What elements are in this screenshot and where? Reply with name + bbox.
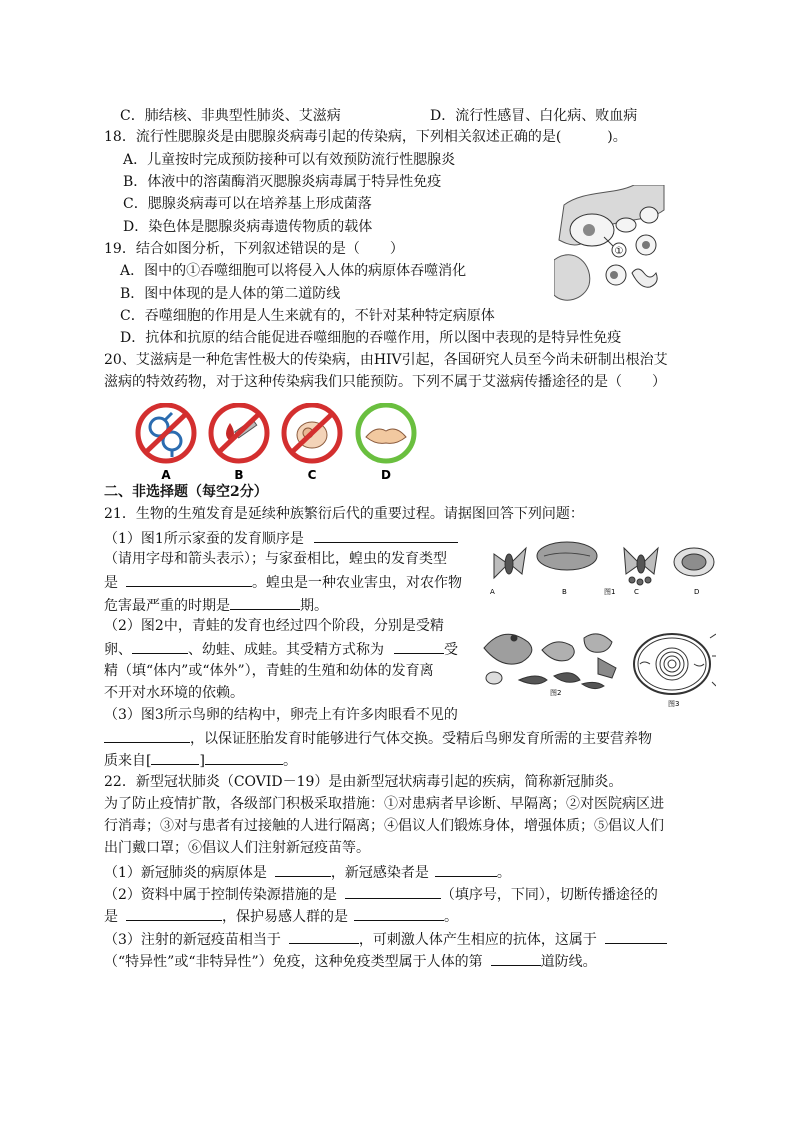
q22-p3-line2: （“特异性”或“非特异性”）免疫，这种免疫类型属于人体的第 道防线。	[104, 950, 597, 972]
q21-p2-line1: （2）图2中，青蛙的发育也经过四个阶段，分别是受精	[104, 618, 444, 634]
q21-p1-line1: （1）图1所示家蚕的发育顺序是	[104, 527, 458, 549]
q22-blank-7[interactable]	[605, 928, 667, 944]
q22-blank-1[interactable]	[275, 861, 331, 877]
q19-stem: 19．结合如图分析，下列叙述错误的是（ ）	[104, 241, 404, 257]
q22-line4: 出门戴口罩；⑥倡议人们注射新冠疫苗等。	[104, 840, 370, 856]
q19-option-c: C．吞噬细胞的作用是人生来就有的，不针对某种特定病原体	[120, 308, 495, 324]
q21-blank-1[interactable]	[314, 527, 458, 543]
q21-blank-8[interactable]	[205, 749, 283, 765]
q21-p3-line3: 质来自[ ] 。	[104, 749, 297, 771]
icon-label-d: D	[381, 468, 391, 482]
q21-p2-line4: 不开对水环境的依赖。	[104, 685, 244, 701]
q18-option-c: C．腮腺炎病毒可以在培养基上形成菌落	[123, 196, 372, 212]
q22-blank-4[interactable]	[126, 905, 222, 921]
q20-line2: 滋病的特效药物，对于这种传染病我们只能预防。下列不属于艾滋病传播途径的是（ ）	[104, 374, 666, 390]
q17-option-d: D．流行性感冒、白化病、败血病	[430, 108, 638, 124]
fig3-caption: 图3	[668, 700, 680, 708]
fig1-label-b: B	[562, 588, 567, 596]
section-title: 二、非选择题（每空2分）	[104, 484, 268, 500]
q22-blank-8[interactable]	[491, 950, 541, 966]
q21-blank-4[interactable]	[132, 638, 188, 654]
fig1-label-c: C	[634, 588, 639, 596]
q18-option-d: D．染色体是腮腺炎病毒遗传物质的载体	[123, 219, 373, 235]
icon-mother-child-transmission	[284, 405, 340, 461]
q17-option-c: C．肺结核、非典型性肺炎、艾滋病	[120, 108, 341, 124]
q21-stem: 21．生物的生殖发育是延续种族繁衍后代的重要过程。请据图回答下列问题：	[104, 506, 584, 522]
icon-sexual-transmission	[138, 405, 194, 461]
q22-p2-line2: 是 ，保护易感人群的是 。	[104, 905, 458, 927]
q22-blank-5[interactable]	[354, 905, 444, 921]
q18-stem: 18．流行性腮腺炎是由腮腺炎病毒引起的传染病，下列相关叙述正确的是( )。	[104, 129, 627, 145]
q21-blank-7[interactable]	[151, 749, 199, 765]
figure-1-silkworm	[484, 534, 718, 598]
fig1-label-d: D	[694, 588, 700, 596]
fig2-caption: 图2	[550, 689, 562, 697]
q18-option-a: A．儿童按时完成预防接种可以有效预防流行性腮腺炎	[123, 152, 456, 168]
icon-handshake	[358, 405, 414, 461]
q22-blank-3[interactable]	[345, 883, 441, 899]
fig1-caption: 图1	[604, 588, 616, 596]
q21-p2-line2: 卵、 、幼蛙、成蛙。其受精方式称为 受	[104, 638, 458, 660]
q21-p3-line2: ，以保证胚胎发育时能够进行气体交换。受精后鸟卵发育所需的主要营养物	[104, 727, 652, 749]
q22-p2-line1: （2）资料中属于控制传染源措施的是 （填序号，下同），切断传播途径的	[104, 883, 658, 905]
q22-line2: 为了防止疫情扩散，各级部门积极采取措施：①对患病者早诊断、早隔离；②对医院病区进	[104, 796, 664, 812]
q21-p1-line3: 是 。蝗虫是一种农业害虫，对农作物	[104, 571, 462, 593]
q21-blank-3[interactable]	[230, 594, 300, 610]
q22-blank-6[interactable]	[289, 928, 359, 944]
q18-option-b: B．体液中的溶菌酶消灭腮腺炎病毒属于特异性免疫	[123, 174, 442, 190]
fig1-label-a: A	[490, 588, 495, 596]
hiv-transmission-icons	[130, 403, 422, 483]
icon-label-a: A	[161, 468, 171, 482]
q20-line1: 20、艾滋病是一种危害性极大的传染病，由HIV引起，各国研究人员至今尚未研制出根治艾	[104, 352, 668, 368]
q22-line3: 行消毒；③对与患者有过接触的人进行隔离；④倡议人们锻炼身体，增强体质；⑤倡议人们	[104, 818, 664, 834]
q22-stem: 22．新型冠状肺炎（COVID－19）是由新型冠状病毒引起的疾病，简称新冠肺炎。	[104, 774, 623, 790]
icon-label-c: C	[307, 468, 317, 482]
q21-p1-line2: （请用字母和箭头表示）；与家蚕相比，蝗虫的发育类型	[104, 551, 447, 567]
q21-blank-6[interactable]	[104, 727, 190, 743]
q19-option-b: B．图中体现的是人体的第二道防线	[120, 286, 341, 302]
phagocyte-figure	[554, 185, 674, 310]
q19-option-d: D．抗体和抗原的结合能促进吞噬细胞的吞噬作用，所以图中表现的是特异性免疫	[120, 330, 622, 346]
q22-blank-2[interactable]	[435, 861, 497, 877]
q22-p3-line1: （3）注射的新冠疫苗相当于 ，可刺激人体产生相应的抗体，这属于	[104, 928, 667, 950]
figure-2-frog	[474, 618, 624, 698]
icon-blood-transmission	[211, 405, 267, 461]
q21-p1-line4: 危害最严重的时期是 期。	[104, 594, 328, 616]
q21-blank-5[interactable]	[394, 638, 444, 654]
q22-p1: （1）新冠肺炎的病原体是 ，新冠感染者是 。	[104, 861, 511, 883]
q19-option-a: A．图中的①吞噬细胞可以将侵入人体的病原体吞噬消化	[120, 263, 467, 279]
icon-label-b: B	[234, 468, 244, 482]
q21-p2-line3: 精（填“体内”或“体外”），青蛙的生殖和幼体的发育离	[104, 663, 434, 679]
figure-3-bird-egg	[628, 626, 716, 710]
figure-label-1: ①	[614, 246, 624, 257]
q21-blank-2[interactable]	[126, 571, 252, 587]
q21-p3-line1: （3）图3所示鸟卵的结构中，卵壳上有许多肉眼看不见的	[104, 707, 458, 723]
